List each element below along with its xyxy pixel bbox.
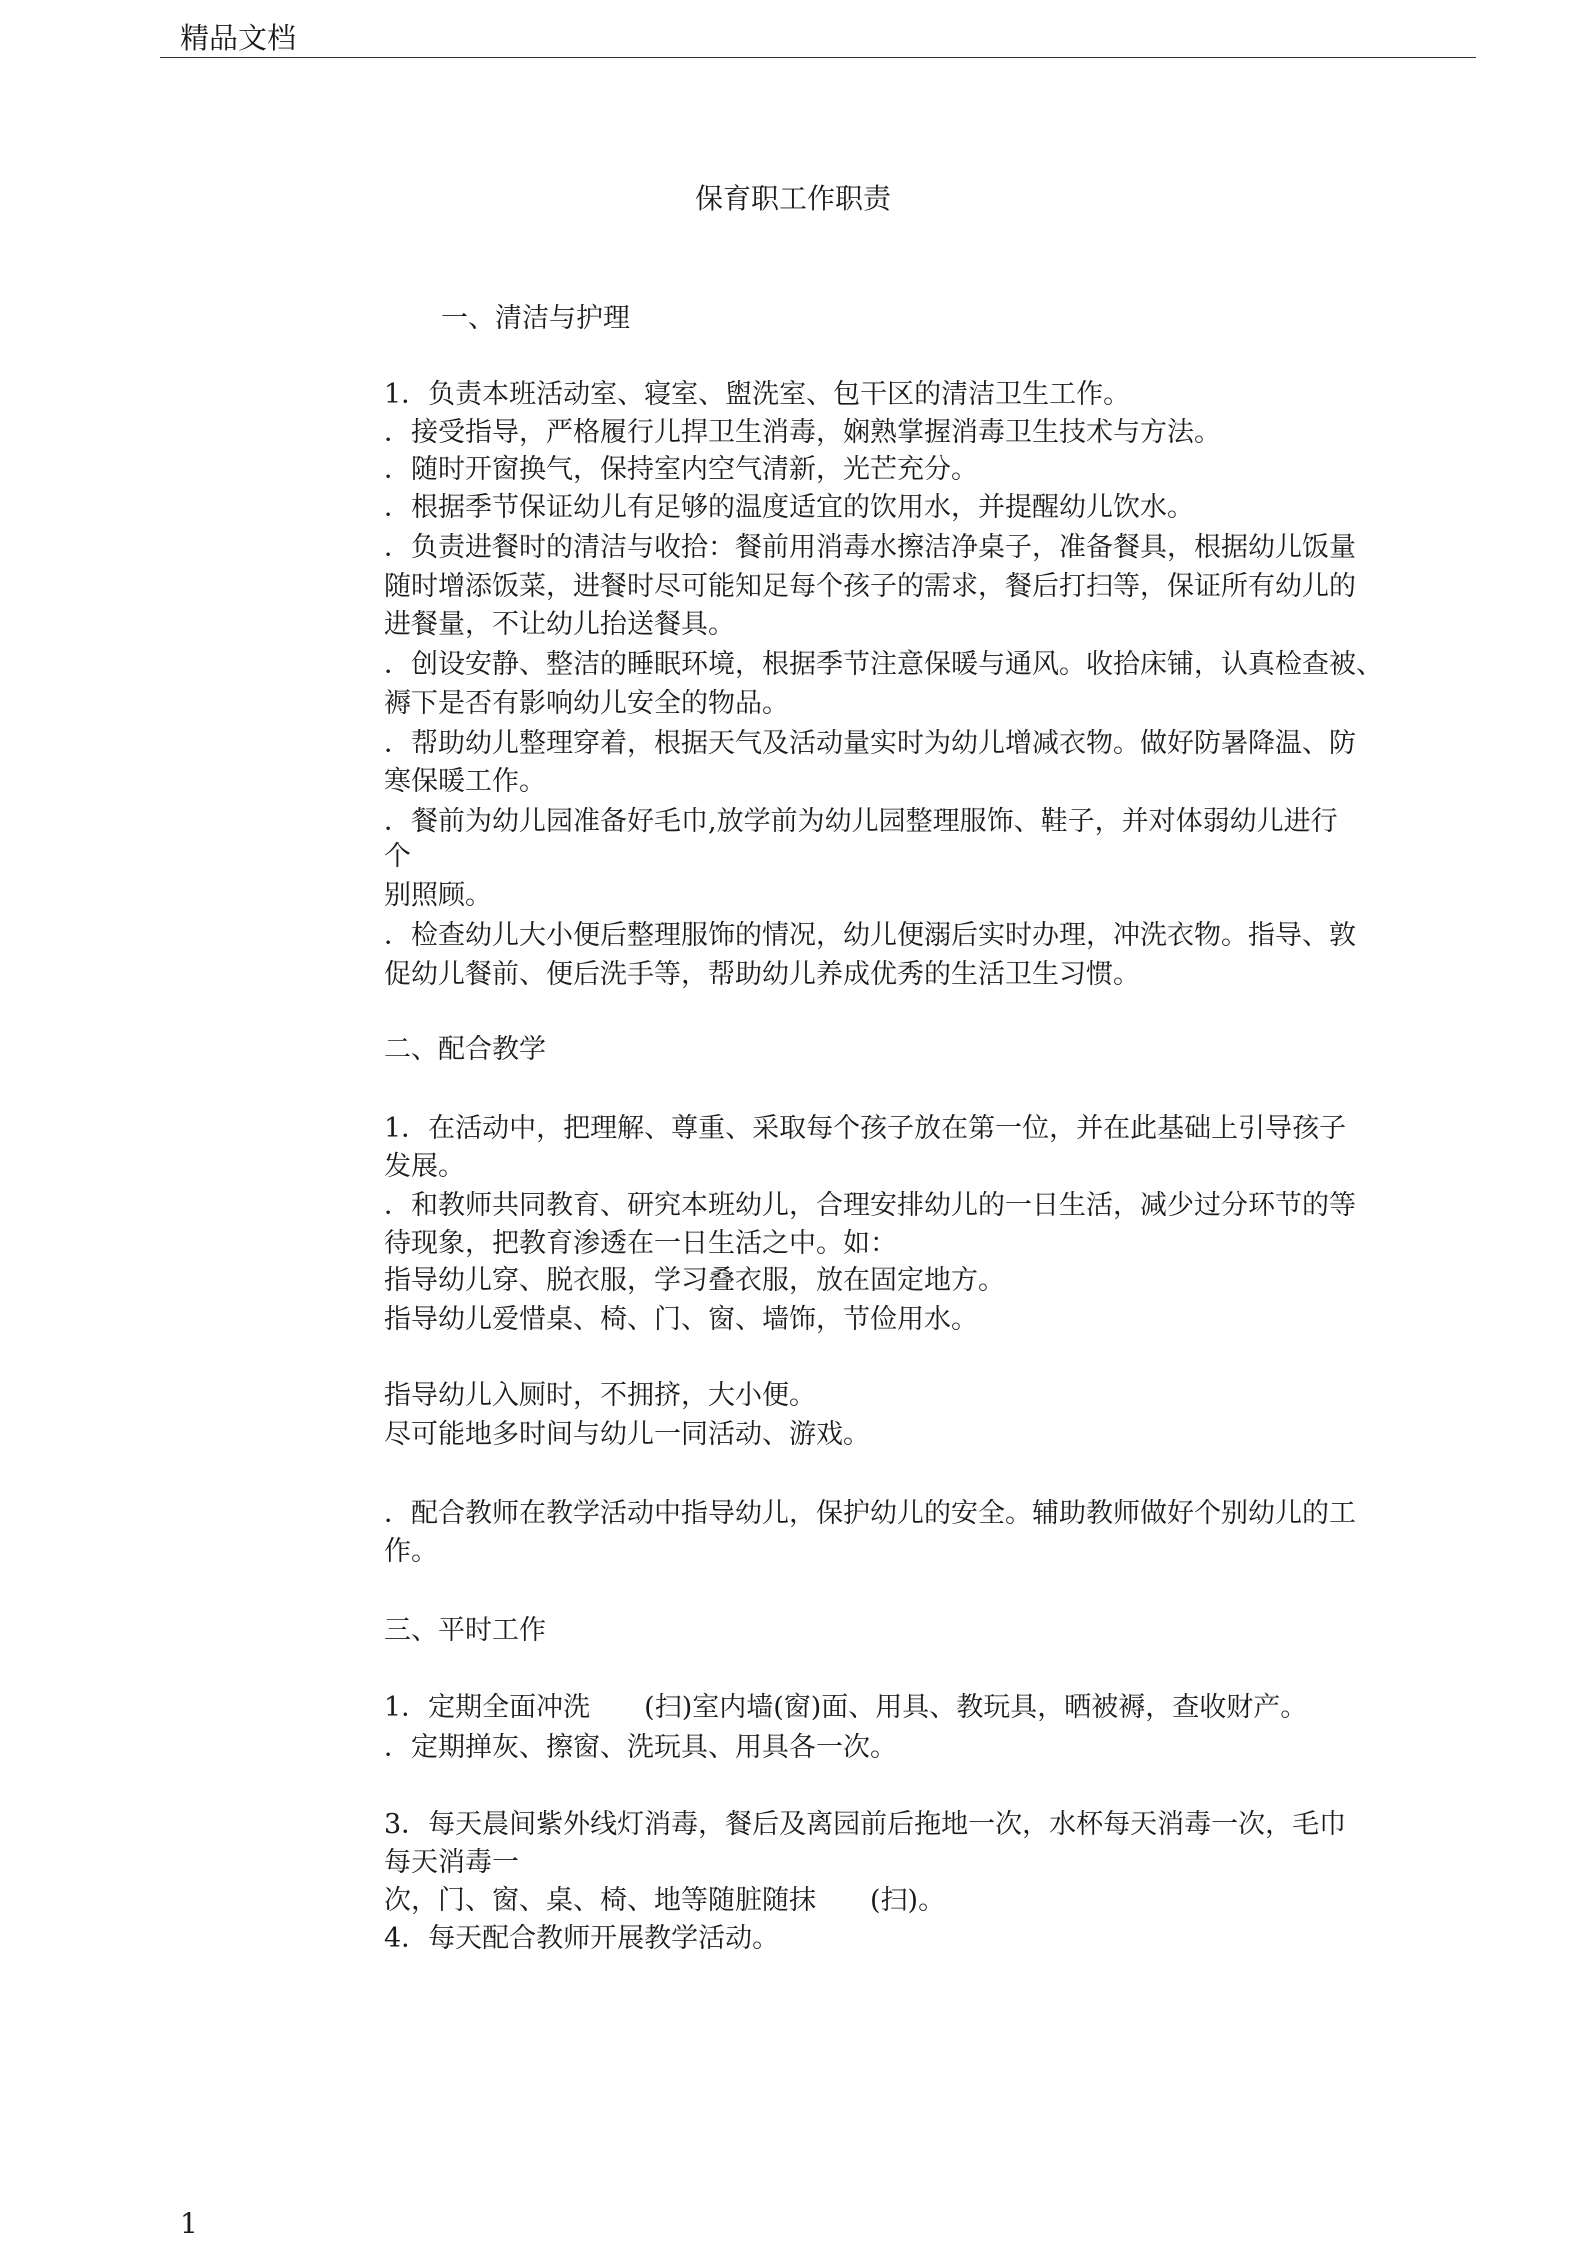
text-line: ．随时开窗换气，保持室内空气清新，光芒充分。 bbox=[384, 454, 978, 485]
text-line: 促幼儿餐前、便后洗手等，帮助幼儿养成优秀的生活卫生习惯。 bbox=[384, 959, 1140, 990]
text-line: 寒保暖工作。 bbox=[384, 766, 546, 797]
header-divider bbox=[160, 57, 1476, 58]
text-line: 发展。 bbox=[384, 1151, 465, 1182]
text-line: ．接受指导，严格履行儿捍卫生消毒，娴熟掌握消毒卫生技术与方法。 bbox=[384, 417, 1221, 448]
text-line: 个 bbox=[384, 841, 411, 872]
text-line: ．配合教师在教学活动中指导幼儿，保护幼儿的安全。辅助教师做好个别幼儿的工 bbox=[384, 1498, 1356, 1529]
text-line: 进餐量，不让幼儿抬送餐具。 bbox=[384, 609, 735, 640]
section-heading-routine: 三、平时工作 bbox=[384, 1615, 546, 1646]
text-line: 指导幼儿爱惜桌、椅、门、窗、墙饰，节俭用水。 bbox=[384, 1304, 978, 1335]
text-line: 作。 bbox=[384, 1536, 438, 1567]
text-line: 褥下是否有影响幼儿安全的物品。 bbox=[384, 688, 789, 719]
text-line: ．负责进餐时的清洁与收拾：餐前用消毒水擦洁净桌子，准备餐具，根据幼儿饭量 bbox=[384, 532, 1356, 563]
text-line: 随时增添饭菜，进餐时尽可能知足每个孩子的需求，餐后打扫等，保证所有幼儿的 bbox=[384, 571, 1356, 602]
document-title: 保育职工作职责 bbox=[695, 182, 892, 215]
text-line: ．根据季节保证幼儿有足够的温度适宜的饮用水，并提醒幼儿饮水。 bbox=[384, 492, 1194, 523]
text-line: 1．负责本班活动室、寝室、盥洗室、包干区的清洁卫生工作。 bbox=[384, 379, 1131, 410]
text-line: 待现象，把教育渗透在一日生活之中。如： bbox=[384, 1228, 897, 1259]
text-line: 4．每天配合教师开展教学活动。 bbox=[384, 1923, 780, 1954]
section-heading-cleaning: 一、清洁与护理 bbox=[441, 303, 630, 334]
text-line: ．检查幼儿大小便后整理服饰的情况，幼儿便溺后实时办理，冲洗衣物。指导、敦 bbox=[384, 920, 1356, 951]
text-line: ．和教师共同教育、研究本班幼儿，合理安排幼儿的一日生活，减少过分环节的等 bbox=[384, 1190, 1356, 1221]
text-line: ．帮助幼儿整理穿着，根据天气及活动量实时为幼儿增减衣物。做好防暑降温、防 bbox=[384, 728, 1356, 759]
page-number: 1 bbox=[180, 2207, 198, 2240]
header-text: 精品文档 bbox=[180, 21, 297, 55]
text-line: 每天消毒一 bbox=[384, 1847, 519, 1878]
text-line: 指导幼儿穿、脱衣服，学习叠衣服，放在固定地方。 bbox=[384, 1265, 1005, 1296]
text-line: 次，门、窗、桌、椅、地等随脏随抹 (扫)。 bbox=[384, 1885, 946, 1916]
text-line: 别照顾。 bbox=[384, 880, 492, 911]
text-line: ．定期掸灰、擦窗、洗玩具、用具各一次。 bbox=[384, 1732, 897, 1763]
text-line: 3．每天晨间紫外线灯消毒，餐后及离园前后拖地一次，水杯每天消毒一次，毛巾 bbox=[384, 1809, 1347, 1840]
text-line: 指导幼儿入厕时，不拥挤，大小便。 bbox=[384, 1380, 816, 1411]
section-heading-teaching: 二、配合教学 bbox=[384, 1034, 546, 1065]
text-line: ．餐前为幼儿园准备好毛巾,放学前为幼儿园整理服饰、鞋子，并对体弱幼儿进行 bbox=[384, 806, 1338, 837]
text-line: ．创设安静、整洁的睡眠环境，根据季节注意保暖与通风。收拾床铺，认真检查被、 bbox=[384, 649, 1383, 680]
text-line: 1．在活动中，把理解、尊重、采取每个孩子放在第一位，并在此基础上引导孩子 bbox=[384, 1113, 1347, 1144]
text-line: 1．定期全面冲洗 (扫)室内墙(窗)面、用具、教玩具，晒被褥，查收财产。 bbox=[384, 1692, 1308, 1723]
text-line: 尽可能地多时间与幼儿一同活动、游戏。 bbox=[384, 1419, 870, 1450]
